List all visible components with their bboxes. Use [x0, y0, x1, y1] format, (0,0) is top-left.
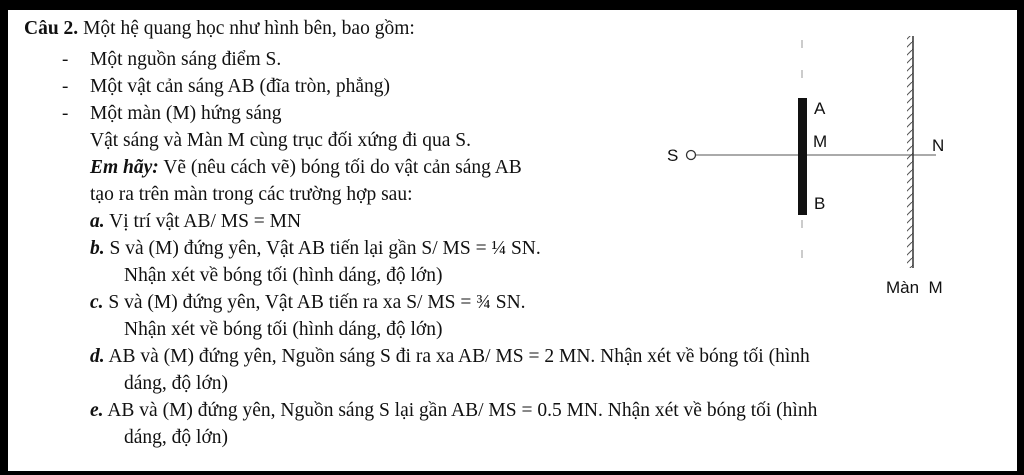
task-continuation: tạo ra trên màn trong các trường hợp sau:	[90, 184, 413, 205]
list-item: Một vật cản sáng AB (đĩa tròn, phẳng)	[90, 76, 391, 97]
label-n: N	[932, 136, 945, 155]
bullet-dash: -	[62, 103, 69, 124]
bullet-dash: -	[62, 49, 69, 70]
label-s: S	[667, 146, 679, 165]
question-number: Câu 2.	[24, 18, 79, 39]
part-b-continuation: Nhận xét về bóng tối (hình dáng, độ lớn)	[124, 265, 443, 286]
part-e-label: e.	[90, 400, 104, 421]
list-item: Một nguồn sáng điểm S.	[90, 49, 282, 70]
part-d-text: AB và (M) đứng yên, Nguồn sáng S đi ra xa AB/ MS = 2 MN. Nhận xét về bóng tối (hình	[108, 346, 810, 367]
light-source-point-icon	[687, 151, 696, 160]
screen-hatching	[907, 36, 913, 268]
part-b-label: b.	[90, 238, 105, 259]
question-intro: Một hệ quang học như hình bên, bao gồm:	[83, 18, 415, 39]
part-a-text: Vị trí vật AB/ MS = MN	[109, 211, 302, 232]
optics-diagram	[8, 10, 1017, 471]
label-b: B	[814, 194, 826, 213]
obstacle-ab-disc	[798, 98, 807, 215]
bullet-dash: -	[62, 76, 69, 97]
part-d-continuation: dáng, độ lớn)	[124, 373, 229, 394]
label-m: M	[813, 132, 828, 151]
part-b-text: S và (M) đứng yên, Vật AB tiến lại gần S/ MS = ¼ SN.	[109, 238, 541, 259]
symmetry-note: Vật sáng và Màn M cùng trục đối xứng đi qua S.	[90, 130, 472, 151]
part-e-continuation: dáng, độ lớn)	[124, 427, 229, 448]
part-d-label: d.	[90, 346, 105, 367]
list-item: Một màn (M) hứng sáng	[90, 103, 282, 124]
part-c-label: c.	[90, 292, 104, 313]
screen-label: Màn M	[886, 278, 943, 297]
task-text: Vẽ (nêu cách vẽ) bóng tối do vật cản sáng AB	[158, 157, 522, 178]
part-c-text: S và (M) đứng yên, Vật AB tiến ra xa S/ MS = ¾ SN.	[108, 292, 526, 313]
label-a: A	[814, 99, 826, 118]
task-label: Em hãy:	[90, 157, 159, 178]
document-page	[8, 10, 1017, 471]
part-a-label: a.	[90, 211, 105, 232]
part-c-continuation: Nhận xét về bóng tối (hình dáng, độ lớn)	[124, 319, 443, 340]
part-e-text: AB và (M) đứng yên, Nguồn sáng S lại gần AB/ MS = 0.5 MN. Nhận xét về bóng tối (hình	[107, 400, 818, 421]
